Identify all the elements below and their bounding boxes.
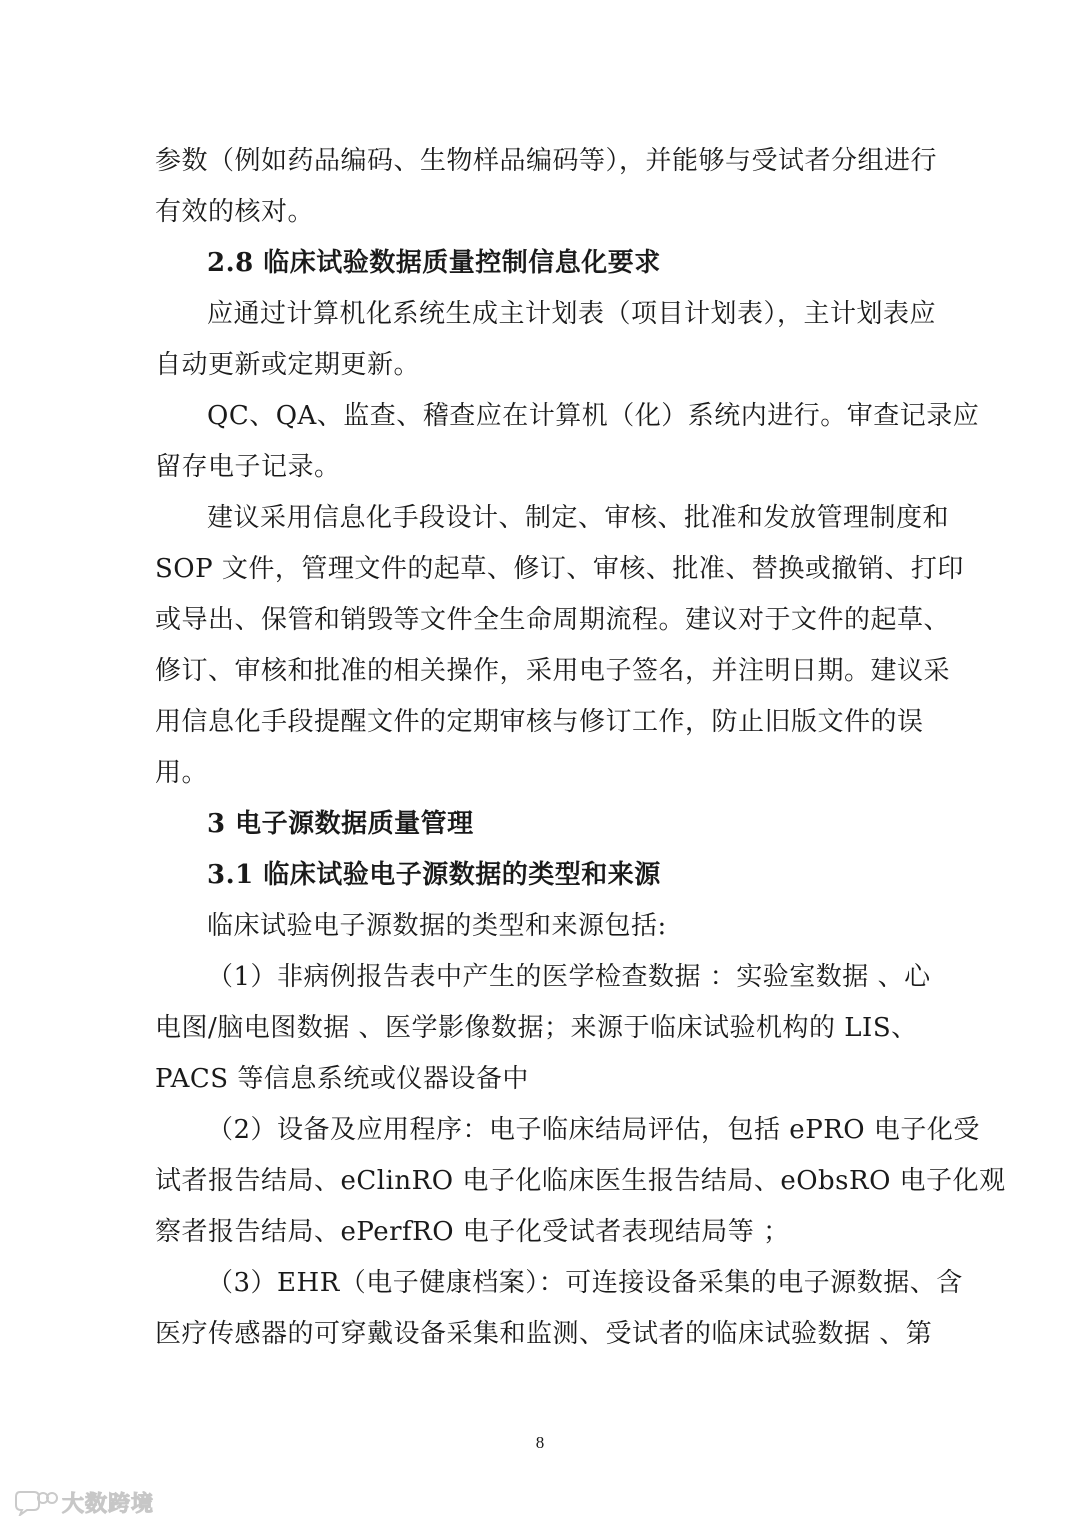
section-heading-3: 3 电子源数据质量管理 bbox=[207, 809, 474, 839]
list-item-line: 察者报告结局、ePerfRO 电子化受试者表现结局等 ； bbox=[155, 1217, 790, 1247]
list-item-line: 试者报告结局、eClinRO 电子化临床医生报告结局、eObsRO 电子化观 bbox=[155, 1166, 1006, 1196]
paragraph-line: SOP 文件，管理文件的起草、修订、审核、批准、替换或撤销、打印 bbox=[155, 554, 964, 584]
paragraph-line: 用信息化手段提醒文件的定期审核与修订工作，防止旧版文件的误 bbox=[155, 707, 924, 737]
paragraph-line: 应通过计算机化系统生成主计划表（项目计划表），主计划表应 bbox=[207, 299, 937, 329]
paragraph-line: QC、QA、监查、稽查应在计算机（化）系统内进行。审查记录应 bbox=[207, 401, 980, 431]
section-heading-2-8: 2.8 临床试验数据质量控制信息化要求 bbox=[207, 248, 661, 278]
speech-bubble-logo-icon bbox=[12, 1488, 58, 1516]
paragraph-line: 修订、审核和批准的相关操作，采用电子签名，并注明日期。建议采 bbox=[155, 656, 951, 686]
page-number: 8 bbox=[535, 1433, 545, 1452]
paragraph-line: 参数（例如药品编码、生物样品编码等），并能够与受试者分组进行 bbox=[155, 146, 938, 176]
section-heading-3-1: 3.1 临床试验电子源数据的类型和来源 bbox=[207, 860, 661, 890]
paragraph-line: 用。 bbox=[155, 758, 209, 788]
watermark-text: 大数跨境 bbox=[62, 1491, 155, 1517]
list-item-line: （1）非病例报告表中产生的医学检查数据 ：实验室数据 、心 bbox=[207, 962, 931, 992]
watermark bbox=[12, 1487, 154, 1517]
paragraph-line: 自动更新或定期更新。 bbox=[155, 350, 421, 380]
paragraph-line: 或导出、保管和销毁等文件全生命周期流程。建议对于文件的起草、 bbox=[155, 605, 951, 635]
list-item-line: PACS 等信息系统或仪器设备中 bbox=[155, 1064, 529, 1094]
paragraph-line: 有效的核对。 bbox=[155, 197, 315, 227]
paragraph-line: 建议采用信息化手段设计、制定、审核、批准和发放管理制度和 bbox=[207, 503, 950, 533]
paragraph-line: 临床试验电子源数据的类型和来源包括: bbox=[207, 911, 667, 941]
list-item-line: （3）EHR（电子健康档案）：可连接设备采集的电子源数据、含 bbox=[207, 1268, 963, 1298]
list-item-line: 医疗传感器的可穿戴设备采集和监测、受试者的临床试验数据 、第 bbox=[155, 1319, 933, 1349]
list-item-line: （2）设备及应用程序：电子临床结局评估，包括 ePRO 电子化受 bbox=[207, 1115, 980, 1145]
paragraph-line: 留存电子记录。 bbox=[155, 452, 341, 482]
list-item-line: 电图/脑电图数据 、医学影像数据；来源于临床试验机构的 LIS、 bbox=[155, 1013, 918, 1043]
